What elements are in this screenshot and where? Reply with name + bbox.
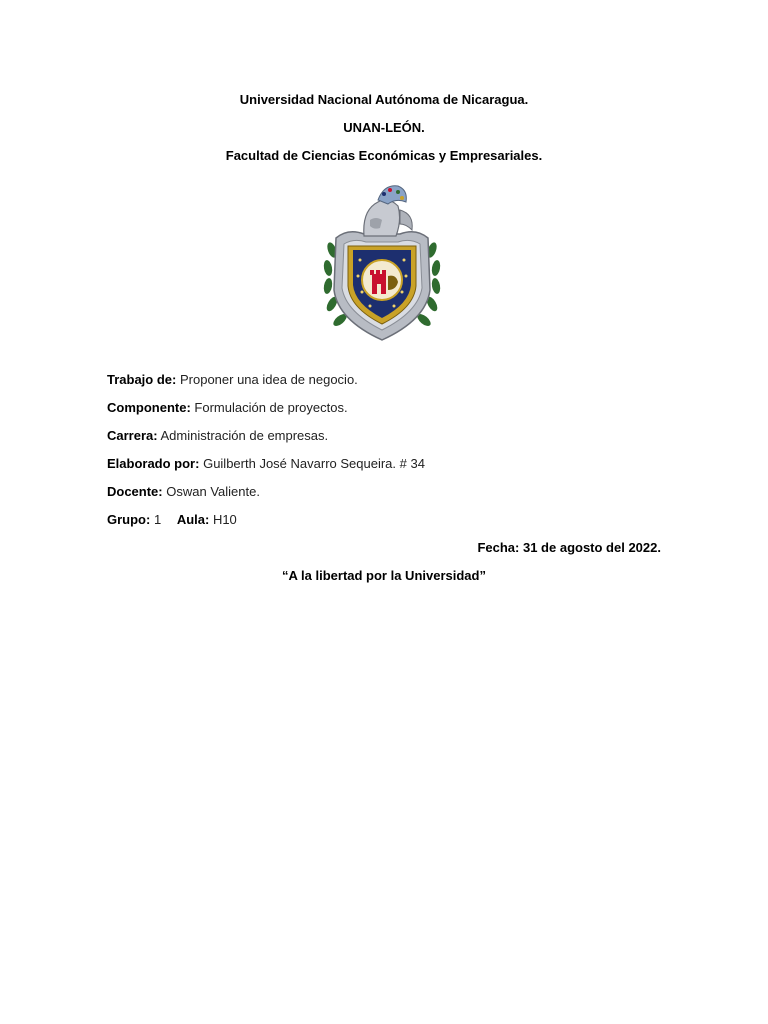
- faculty-name: Facultad de Ciencias Económicas y Empresariales.: [225, 148, 543, 163]
- document-date: Fecha: 31 de agosto del 2022.: [477, 540, 661, 555]
- university-motto: “A la libertad por la Universidad”: [282, 568, 486, 583]
- field-componente: [107, 400, 348, 416]
- field-label: Componente:: [107, 400, 191, 415]
- field-value: Oswan Valiente.: [166, 484, 260, 499]
- field-label: Elaborado por:: [107, 456, 200, 471]
- field-label: Carrera:: [107, 428, 158, 443]
- field-value: 1: [153, 512, 162, 527]
- campus-name: UNAN-LEÓN.: [343, 120, 425, 135]
- field-label: Trabajo de:: [107, 372, 177, 387]
- field-grupo-aula: [107, 512, 237, 528]
- field-label: Aula:: [176, 512, 210, 527]
- field-label: Docente:: [107, 484, 163, 499]
- field-value: Formulación de proyectos.: [194, 400, 348, 415]
- university-coat-of-arms-icon: [318, 180, 446, 348]
- university-name: Universidad Nacional Autónoma de Nicaragua.: [239, 92, 529, 107]
- field-trabajo: [107, 372, 358, 388]
- field-docente: [107, 484, 260, 500]
- field-elaborado: [107, 456, 425, 472]
- field-carrera: [107, 428, 328, 444]
- field-value: Guilberth José Navarro Sequeira. # 34: [203, 456, 425, 471]
- field-label: Grupo:: [107, 512, 151, 527]
- field-value: H10: [212, 512, 237, 527]
- field-value: Proponer una idea de negocio.: [179, 372, 358, 387]
- field-value: Administración de empresas.: [160, 428, 329, 443]
